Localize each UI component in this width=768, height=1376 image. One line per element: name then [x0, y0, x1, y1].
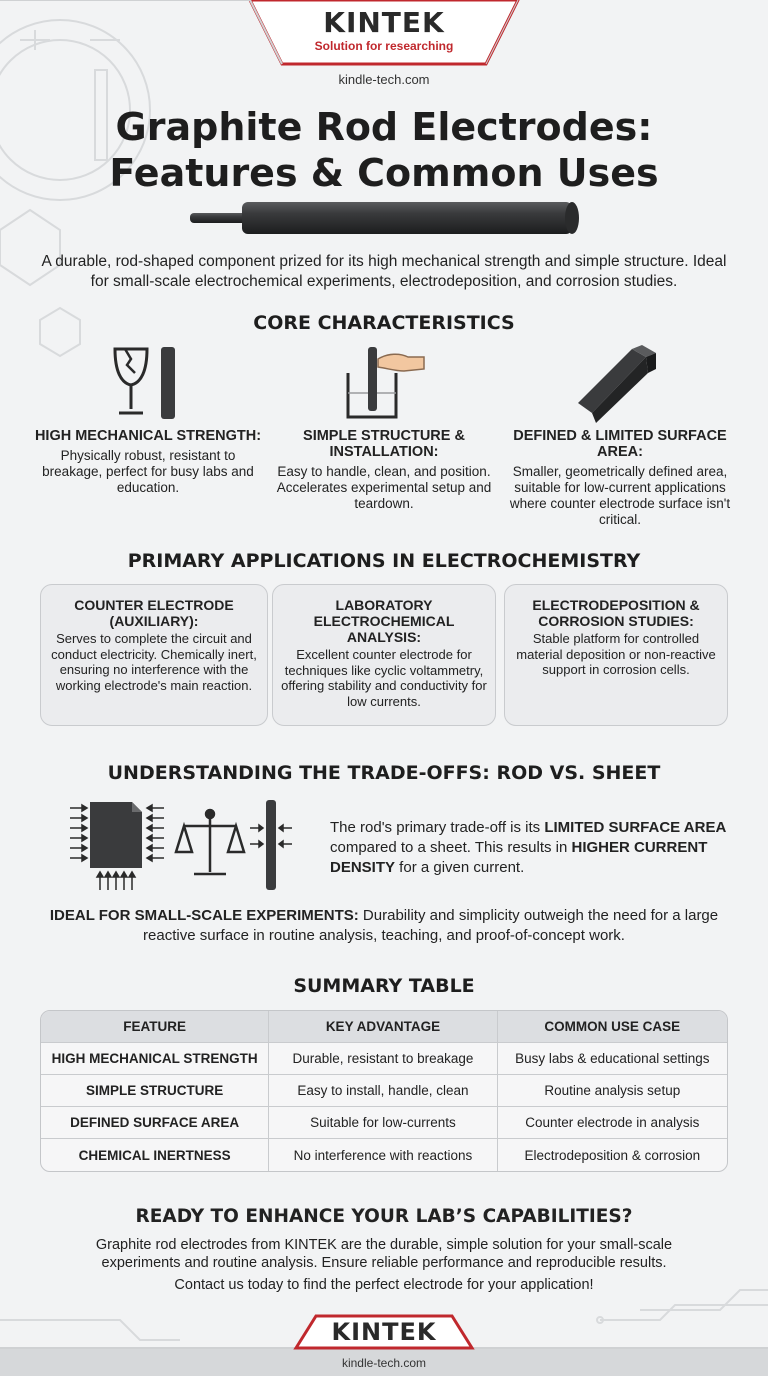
table-row: [41, 1107, 727, 1139]
characteristic-strength: [33, 340, 263, 496]
rod-vs-sheet-icon: [60, 796, 310, 896]
ideal-body: Durability and simplicity outweigh the need for a large reactive surface in routine analysis, teaching, and proof-of-concept work.: [143, 907, 719, 944]
characteristic-title: HIGH MECHANICAL STRENGTH:: [34, 428, 262, 444]
tradeoff-highlight-density: HIGHER CURRENT DENSITY: [330, 839, 708, 876]
application-text: Stable platform for controlled material deposition or non-reactive support in corrosion cells.: [516, 631, 716, 677]
page-title: [0, 104, 768, 196]
application-text: Excellent counter electrode for techniques like cyclic voltammetry, offering stability and conductivity for low currents.: [281, 647, 487, 709]
table-cell-use-case: Busy labs & educational settings: [498, 1043, 727, 1075]
table-cell-advantage: Easy to install, handle, clean: [269, 1075, 497, 1107]
application-counter-electrode: [40, 584, 268, 726]
table-row: [41, 1043, 727, 1075]
characteristic-title: DEFINED & LIMITED SURFACE AREA:: [513, 428, 727, 460]
intro-text: A durable, rod-shaped component prized for its high mechanical strength and simple structure. Ideal for small-scale electrochemical experiments, electrodeposition, and corrosion studies.: [41, 253, 727, 290]
table-cell-feature: HIGH MECHANICAL STRENGTH: [41, 1043, 269, 1075]
table-cell-advantage: No interference with reactions: [269, 1139, 497, 1171]
graphite-rod-illustration: [190, 200, 580, 238]
tradeoff-text-part: compared to a sheet. This results in: [330, 839, 572, 856]
summary-table-heading: SUMMARY TABLE: [293, 975, 475, 997]
characteristic-structure: [269, 340, 499, 512]
table-cell-advantage: Suitable for low-currents: [269, 1107, 497, 1139]
characteristic-surface-area: [505, 340, 735, 528]
tradeoffs-heading: UNDERSTANDING THE TRADE-OFFS: ROD VS. SHEET: [107, 762, 661, 784]
hand-beaker-icon: [334, 343, 434, 423]
table-row: [41, 1075, 727, 1107]
application-lab-analysis: [272, 584, 496, 726]
site-url[interactable]: kindle-tech.com: [338, 72, 430, 87]
ideal-label: IDEAL FOR SMALL-SCALE EXPERIMENTS:: [49, 907, 359, 924]
table-cell-feature: DEFINED SURFACE AREA: [41, 1107, 269, 1139]
cta-heading: READY TO ENHANCE YOUR LAB’S CAPABILITIES?: [135, 1206, 633, 1227]
characteristic-text: Physically robust, resistant to breakage, perfect for busy labs and education.: [42, 448, 254, 495]
table-cell-feature: CHEMICAL INERTNESS: [41, 1139, 269, 1171]
summary-table: [40, 1010, 728, 1172]
title-line-2: Features & Common Uses: [109, 151, 659, 195]
brand-logo[interactable]: [0, 8, 768, 53]
application-title: ELECTRODEPOSITION & CORROSION STUDIES:: [532, 597, 700, 629]
tradeoff-highlight-surface: LIMITED SURFACE AREA: [544, 819, 727, 836]
tradeoff-text: [330, 818, 730, 878]
table-cell-use-case: Routine analysis setup: [498, 1075, 727, 1107]
logo-text: KINTEK: [323, 6, 445, 39]
column-header: KEY ADVANTAGE: [269, 1011, 497, 1043]
application-electrodeposition: [504, 584, 728, 726]
characteristic-title: SIMPLE STRUCTURE & INSTALLATION:: [303, 428, 465, 460]
core-characteristics-heading: CORE CHARACTERISTICS: [253, 312, 515, 334]
table-row: [41, 1139, 727, 1171]
logo-tagline: Solution for researching: [314, 39, 454, 53]
cta-contact-text[interactable]: Contact us today to find the perfect electrode for your application!: [174, 1277, 594, 1293]
application-title: LABORATORY ELECTROCHEMICAL ANALYSIS:: [313, 597, 455, 645]
column-header: COMMON USE CASE: [498, 1011, 727, 1043]
applications-heading: PRIMARY APPLICATIONS IN ELECTROCHEMISTRY: [127, 550, 641, 572]
table-cell-use-case: Counter electrode in analysis: [498, 1107, 727, 1139]
broken-glass-icon: [103, 343, 193, 423]
characteristic-text: Easy to handle, clean, and position. Accelerates experimental setup and teardown.: [276, 464, 492, 511]
column-header: FEATURE: [41, 1011, 269, 1043]
table-cell-advantage: Durable, resistant to breakage: [269, 1043, 497, 1075]
title-line-1: Graphite Rod Electrodes:: [115, 105, 653, 149]
characteristic-text: Smaller, geometrically defined area, suitable for low-current applications where counter electrode surface isn't critical.: [509, 464, 731, 527]
footer-site-url[interactable]: kindle-tech.com: [341, 1356, 427, 1370]
footer-logo[interactable]: KINTEK: [331, 1318, 437, 1346]
ideal-text: [40, 906, 728, 946]
tradeoff-text-part: for a given current.: [395, 859, 525, 876]
tradeoff-text-part: The rod's primary trade-off is its: [330, 819, 545, 836]
square-rod-icon: [570, 343, 670, 423]
cta-text: Graphite rod electrodes from KINTEK are the durable, simple solution for your small-scale experiments and routine analysis. Ensure reliable performance and reproducible results.: [95, 1237, 673, 1271]
table-cell-use-case: Electrodeposition & corrosion: [524, 1147, 701, 1163]
table-header-row: [41, 1011, 727, 1043]
table-cell-feature: SIMPLE STRUCTURE: [41, 1075, 269, 1107]
application-title: COUNTER ELECTRODE (AUXILIARY):: [74, 597, 234, 629]
application-text: Serves to complete the circuit and conduct electricity. Chemically inert, ensuring no interference with the working electrode's main reaction.: [51, 631, 257, 693]
